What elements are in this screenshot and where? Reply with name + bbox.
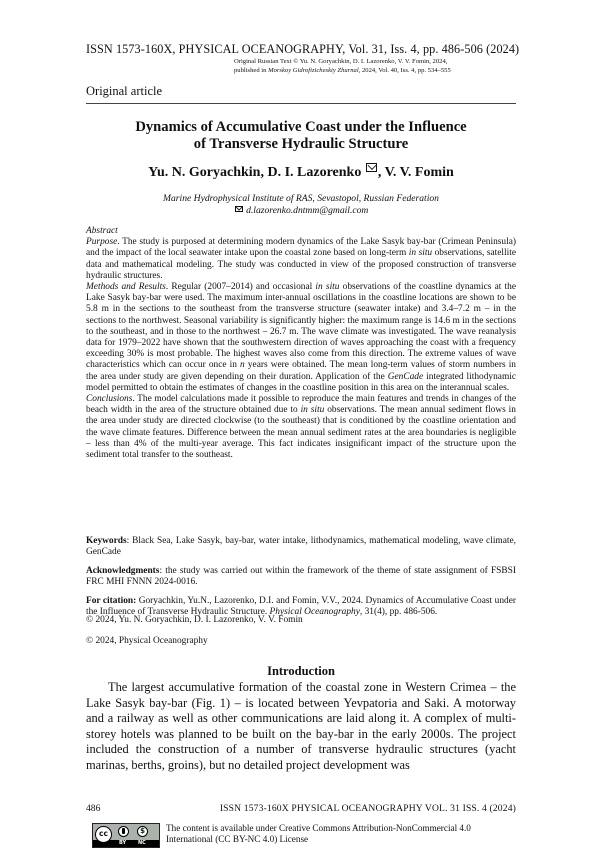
conclusions-text-a: . The model calculations made it possible to reproduce the main features and trends in changes of the beach width in the area of the structure obtained due to bbox=[86, 394, 516, 416]
original-line-2 bbox=[234, 66, 516, 75]
author-list bbox=[86, 163, 516, 181]
keywords-label: Keywords bbox=[86, 536, 127, 546]
purpose-text-b: observations, satellite data and mathematical modeling. The study was conducted in view of the proposed construction of transverse hydraulic structures. bbox=[86, 248, 517, 281]
introduction-paragraph: The largest accumulative formation of the coastal zone in Western Crimea – the Lake Sasyk bay-bar (Fig. 1) – is located between Yevpatoria and Saki. A motorway and a railway as well as other communications are laid along it. A complex of multi-storey hotels was planned to be built on the bay-bar in the early 2000s. The project included the construction of a number of transverse hydraulic structures (yacht marinas, berths, groins), but no detailed project development was bbox=[86, 680, 516, 772]
license-text bbox=[166, 823, 516, 846]
affiliation: Marine Hydrophysical Institute of RAS, Sevastopol, Russian Federation bbox=[163, 193, 439, 204]
journal-header bbox=[86, 42, 520, 57]
section-heading-introduction: Introduction bbox=[267, 664, 335, 678]
paper-title bbox=[86, 119, 516, 153]
methods-text-c: years were obtained. The mean long-term values of storm numbers in the area under study are given depending on their duration. Application of the bbox=[86, 360, 516, 382]
acknowledgments bbox=[86, 566, 516, 589]
license-line-2: International (CC BY-NC 4.0) License bbox=[166, 834, 309, 845]
cc-logo-icon: cc bbox=[95, 826, 112, 843]
license-line-1: The content is available under Creative Commons Attribution-NonCommercial 4.0 bbox=[166, 823, 471, 833]
purpose-heading: Purpose bbox=[86, 237, 118, 248]
abstract-methods bbox=[86, 282, 516, 394]
envelope-icon bbox=[366, 163, 377, 172]
email-line bbox=[86, 205, 516, 217]
article-type: Original article bbox=[86, 84, 163, 98]
purpose-italic: in situ bbox=[408, 248, 433, 259]
citation-text-a: Goryachkin, Yu.N., Lazorenko, D.I. and Fomin, V.V., 2024. Dynamics of Accumulative Coast under the Influence of Transverse Hydraulic Structure. bbox=[86, 596, 516, 618]
authors-last: , V. V. Fomin bbox=[377, 165, 454, 180]
cc-by-nc-license-icon[interactable] bbox=[92, 823, 160, 848]
abstract-conclusions bbox=[86, 394, 516, 461]
title-line-2: of Transverse Hydraulic Structure bbox=[193, 136, 409, 152]
email-envelope-icon bbox=[235, 206, 243, 213]
conclusions-text-b: observations. The mean annual sediment flows in the area under study are directed clockwise (to the southeast) that is conditioned by the coastline orientation and the wave climate features. Difference between the mean annual sediment rates at the area boundaries is negligible – less than 4% of the multi-year average. This fact indicates insignificant impact of the structure upon the sediment total transfer to the southeast. bbox=[86, 405, 516, 461]
original-text-note bbox=[234, 57, 516, 75]
keywords-text: : Black Sea, Lake Sasyk, bay-bar, water intake, lithodynamics, mathematical modeling, wave climate, GenCade bbox=[86, 536, 516, 558]
methods-heading: Methods and Results bbox=[86, 282, 166, 293]
methods-italic-2: n bbox=[240, 360, 245, 371]
original-line-2-suffix: , 2024, Vol. 40, Iss. 4, pp. 534–555 bbox=[358, 67, 451, 74]
methods-italic-3: GenCade bbox=[387, 371, 424, 382]
citation-label: For citation: bbox=[86, 596, 137, 606]
copyright-authors: © 2024, Yu. N. Goryachkin, D. I. Lazorenko, V. V. Fomin bbox=[86, 615, 303, 625]
email-link[interactable]: d.lazorenko.dntmm@gmail.com bbox=[246, 205, 369, 216]
methods-text-d: integrated lithodynamic model permitted to obtain the estimates of changes in the coastline position in this area on the interannual scales. bbox=[86, 371, 517, 393]
purpose-text-a: . The study is purposed at determining modern dynamics of the Lake Sasyk bay-bar (Crimean Peninsula) and the impact of the local seawater intake upon the coastal zone based on long-term bbox=[86, 237, 516, 259]
page-number: 486 bbox=[86, 803, 101, 814]
attribution-person-icon bbox=[118, 826, 129, 837]
noncommercial-icon: $ bbox=[137, 826, 148, 837]
original-journal-name: Morskoy Gidrofizicheskiy Zhurnal bbox=[268, 67, 359, 74]
keywords bbox=[86, 536, 516, 559]
footer-journal-line: ISSN 1573-160X PHYSICAL OCEANOGRAPHY VOL. 31 ISS. 4 (2024) bbox=[219, 803, 516, 814]
abstract-label: Abstract bbox=[86, 226, 118, 236]
abstract-purpose bbox=[86, 237, 516, 282]
issn-line: ISSN 1573-160X, PHYSICAL OCEANOGRAPHY, Vol. 31, Iss. 4, pp. 486-506 (2024) bbox=[86, 42, 520, 56]
conclusions-italic: in situ bbox=[300, 405, 325, 416]
header-divider bbox=[86, 103, 516, 104]
badge-by-label: BY bbox=[119, 840, 127, 846]
original-line-1: Original Russian Text © Yu. N. Goryachkin, D. I. Lazorenko, V. V. Fomin, 2024, bbox=[234, 58, 448, 65]
methods-text-b: observations of the coastline dynamics at the Lake Sasyk bay-bar were used. The maximum inter-annual oscillations in the coastline locations are shown to be 5.8 m in the sections to the southeast from the transverse structure (seawater intake) and 3.4–7.2 m – in the sections to the northwest. Seasonal variability is significantly higher: the maximum range is 14.6 m in the sections to the southeast, and in those to the northwest – 26.7 m. The wave climate was investigated. The wave reanalysis data for 1979–2022 have shown that the southwestern direction of waves approaching the coast with a frequency exceeding 30% is most probable. The highest waves also come from this direction. The extreme values of wave characteristics which can occur once in bbox=[86, 282, 517, 371]
copyright-journal: © 2024, Physical Oceanography bbox=[86, 636, 208, 646]
conclusions-heading: Conclusions bbox=[86, 394, 133, 405]
title-line-1: Dynamics of Accumulative Coast under the Influence bbox=[135, 119, 467, 135]
acknowledgments-label: Acknowledgments bbox=[86, 566, 160, 576]
citation-text-b: , 31(4), pp. 486-506. bbox=[359, 607, 438, 618]
license-block bbox=[86, 822, 516, 848]
acknowledgments-text: : the study was carried out within the framework of the theme of state assignment of FSBSI FRC MHI FNNN 2024-0016. bbox=[86, 566, 516, 588]
methods-text-a: . Regular (2007–2014) and occasional bbox=[165, 282, 316, 293]
authors-first: Yu. N. Goryachkin, D. I. Lazorenko bbox=[148, 165, 362, 180]
citation-journal: Physical Oceanography bbox=[269, 607, 360, 618]
methods-italic-1: in situ bbox=[315, 282, 340, 293]
original-line-2-prefix: published in bbox=[234, 67, 269, 74]
affiliation-block bbox=[86, 193, 516, 217]
badge-nc-label: NC bbox=[138, 840, 146, 846]
abstract bbox=[86, 226, 516, 461]
